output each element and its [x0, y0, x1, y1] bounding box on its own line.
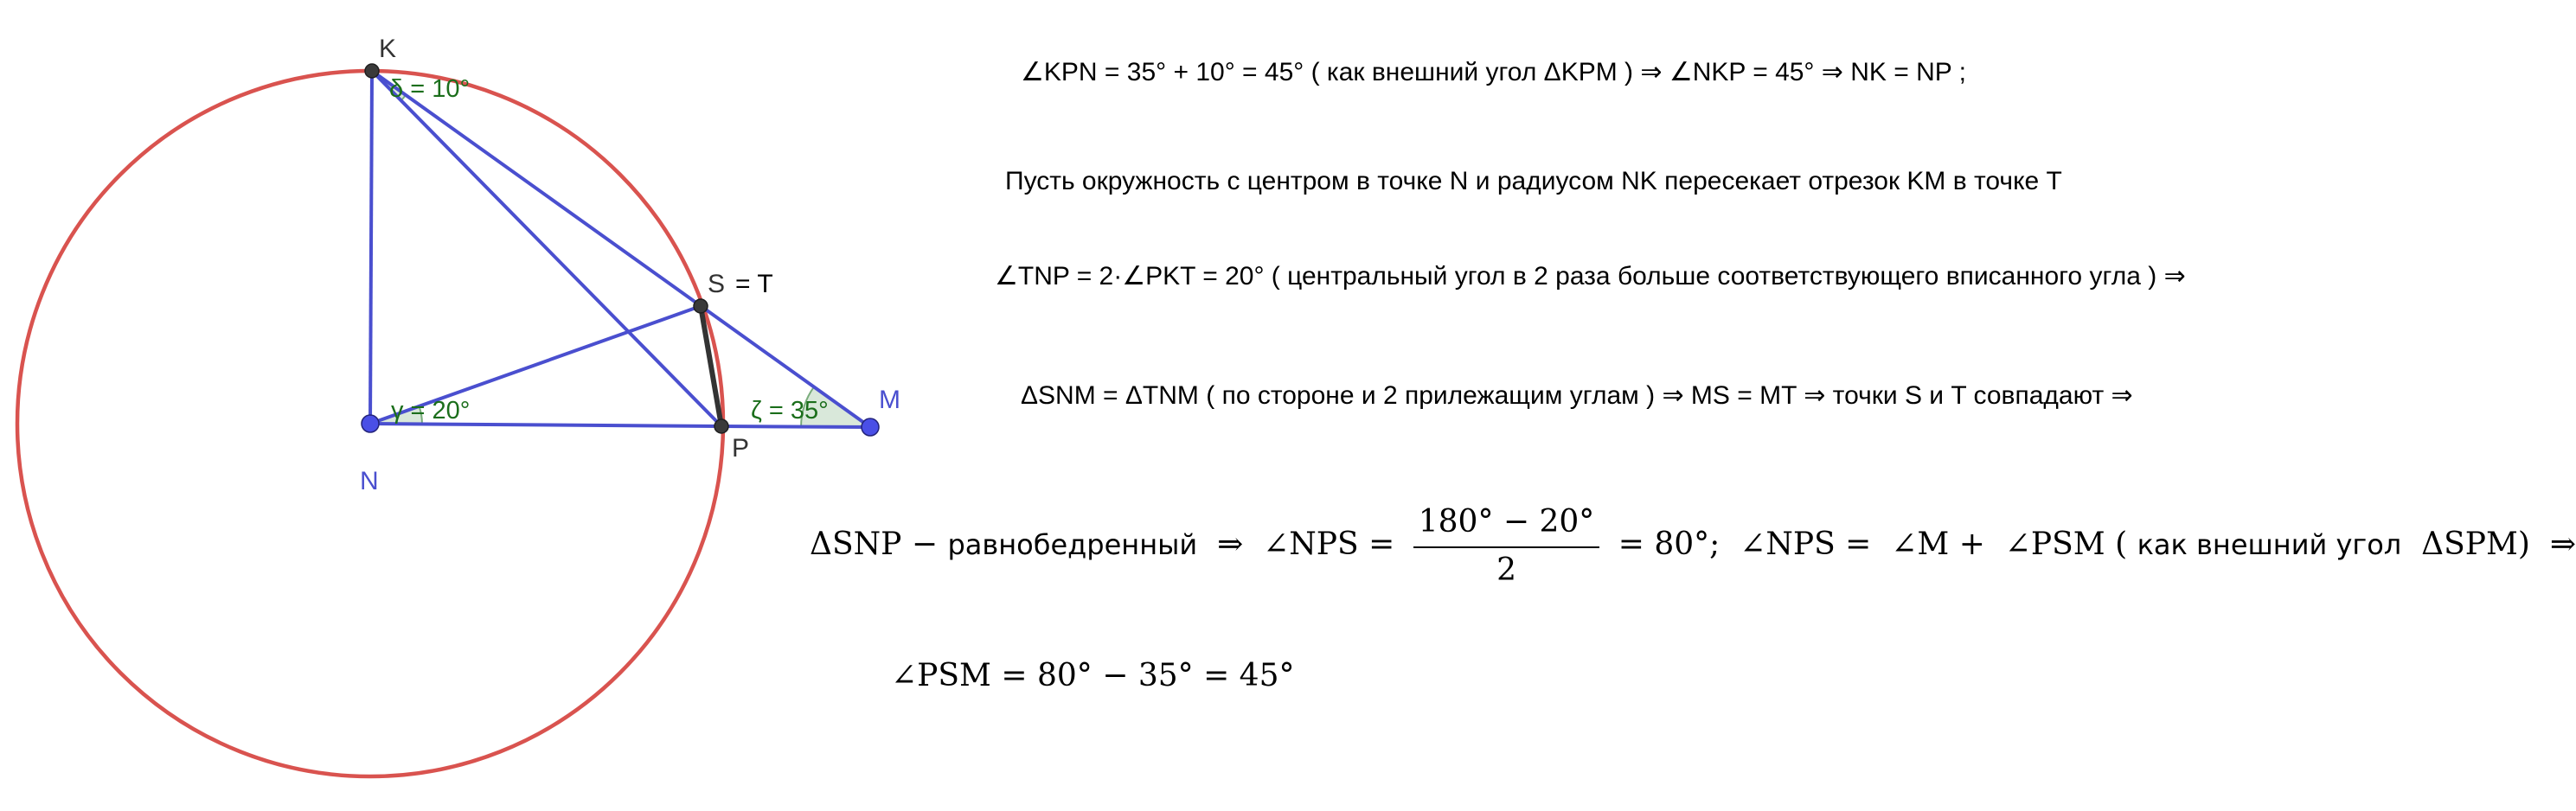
statement-line-4: ΔSNM = ΔTNM ( по стороне и 2 прилежащим углам ) ⇒ MS = MT ⇒ точки S и T совпадают ⇒ — [1021, 381, 2133, 410]
label-m: M — [879, 386, 900, 414]
math-word-isosceles: равнобедренный — [947, 528, 1198, 561]
math-triangle-spm: ΔSPM) ⇒ — [2401, 527, 2576, 562]
label-k: K — [379, 35, 397, 63]
segment-km — [372, 71, 870, 427]
math-fraction-denominator: 2 — [1496, 552, 1516, 588]
point-n — [362, 415, 379, 432]
point-m — [862, 418, 879, 436]
math-fraction-numerator: 180° − 20° — [1413, 503, 1600, 548]
math-word-exterior-angle: как внешний угол — [2137, 528, 2402, 561]
segment-kn — [370, 71, 372, 424]
label-s: S — [708, 270, 726, 298]
math-fraction — [1413, 503, 1600, 590]
math-line-1 — [810, 503, 2576, 590]
segment-kp — [372, 71, 721, 426]
statement-line-3: ∠TNP = 2·∠PKT = 20° ( центральный угол в 2 раза больше соответствующего вписанного угла ) ⇒ — [995, 262, 2186, 291]
point-p — [714, 419, 728, 433]
point-s — [694, 299, 708, 313]
math-implies-nps: ⇒ ∠NPS = — [1197, 527, 1405, 562]
statement-line-2: Пусть окружность с центром в точке N и радиусом NK пересекает отрезок KM в точке T — [1005, 167, 2062, 195]
geometry-figure — [0, 0, 917, 811]
angle-label-gamma: γ = 20° — [391, 397, 471, 425]
statement-line-1: ∠KPN = 35° + 10° = 45° ( как внешний угол ΔKPM ) ⇒ ∠NKP = 45° ⇒ NK = NP ; — [1021, 58, 1966, 86]
label-n: N — [360, 467, 379, 495]
label-p: P — [732, 434, 750, 463]
math-line-2: ∠PSM = 80° − 35° = 45° — [891, 658, 1295, 693]
math-result-80: = 80°; ∠NPS = ∠M + ∠PSM ( — [1608, 527, 2137, 562]
point-k — [365, 64, 379, 78]
segment-pm — [721, 426, 870, 427]
math-dash: − — [901, 527, 948, 562]
math-triangle-snp: ΔSNP — [810, 527, 902, 562]
angle-label-zeta: ζ = 35° — [751, 397, 829, 425]
label-s-equals-t: = T — [735, 270, 773, 298]
angle-label-delta: δ = 10° — [389, 75, 471, 103]
